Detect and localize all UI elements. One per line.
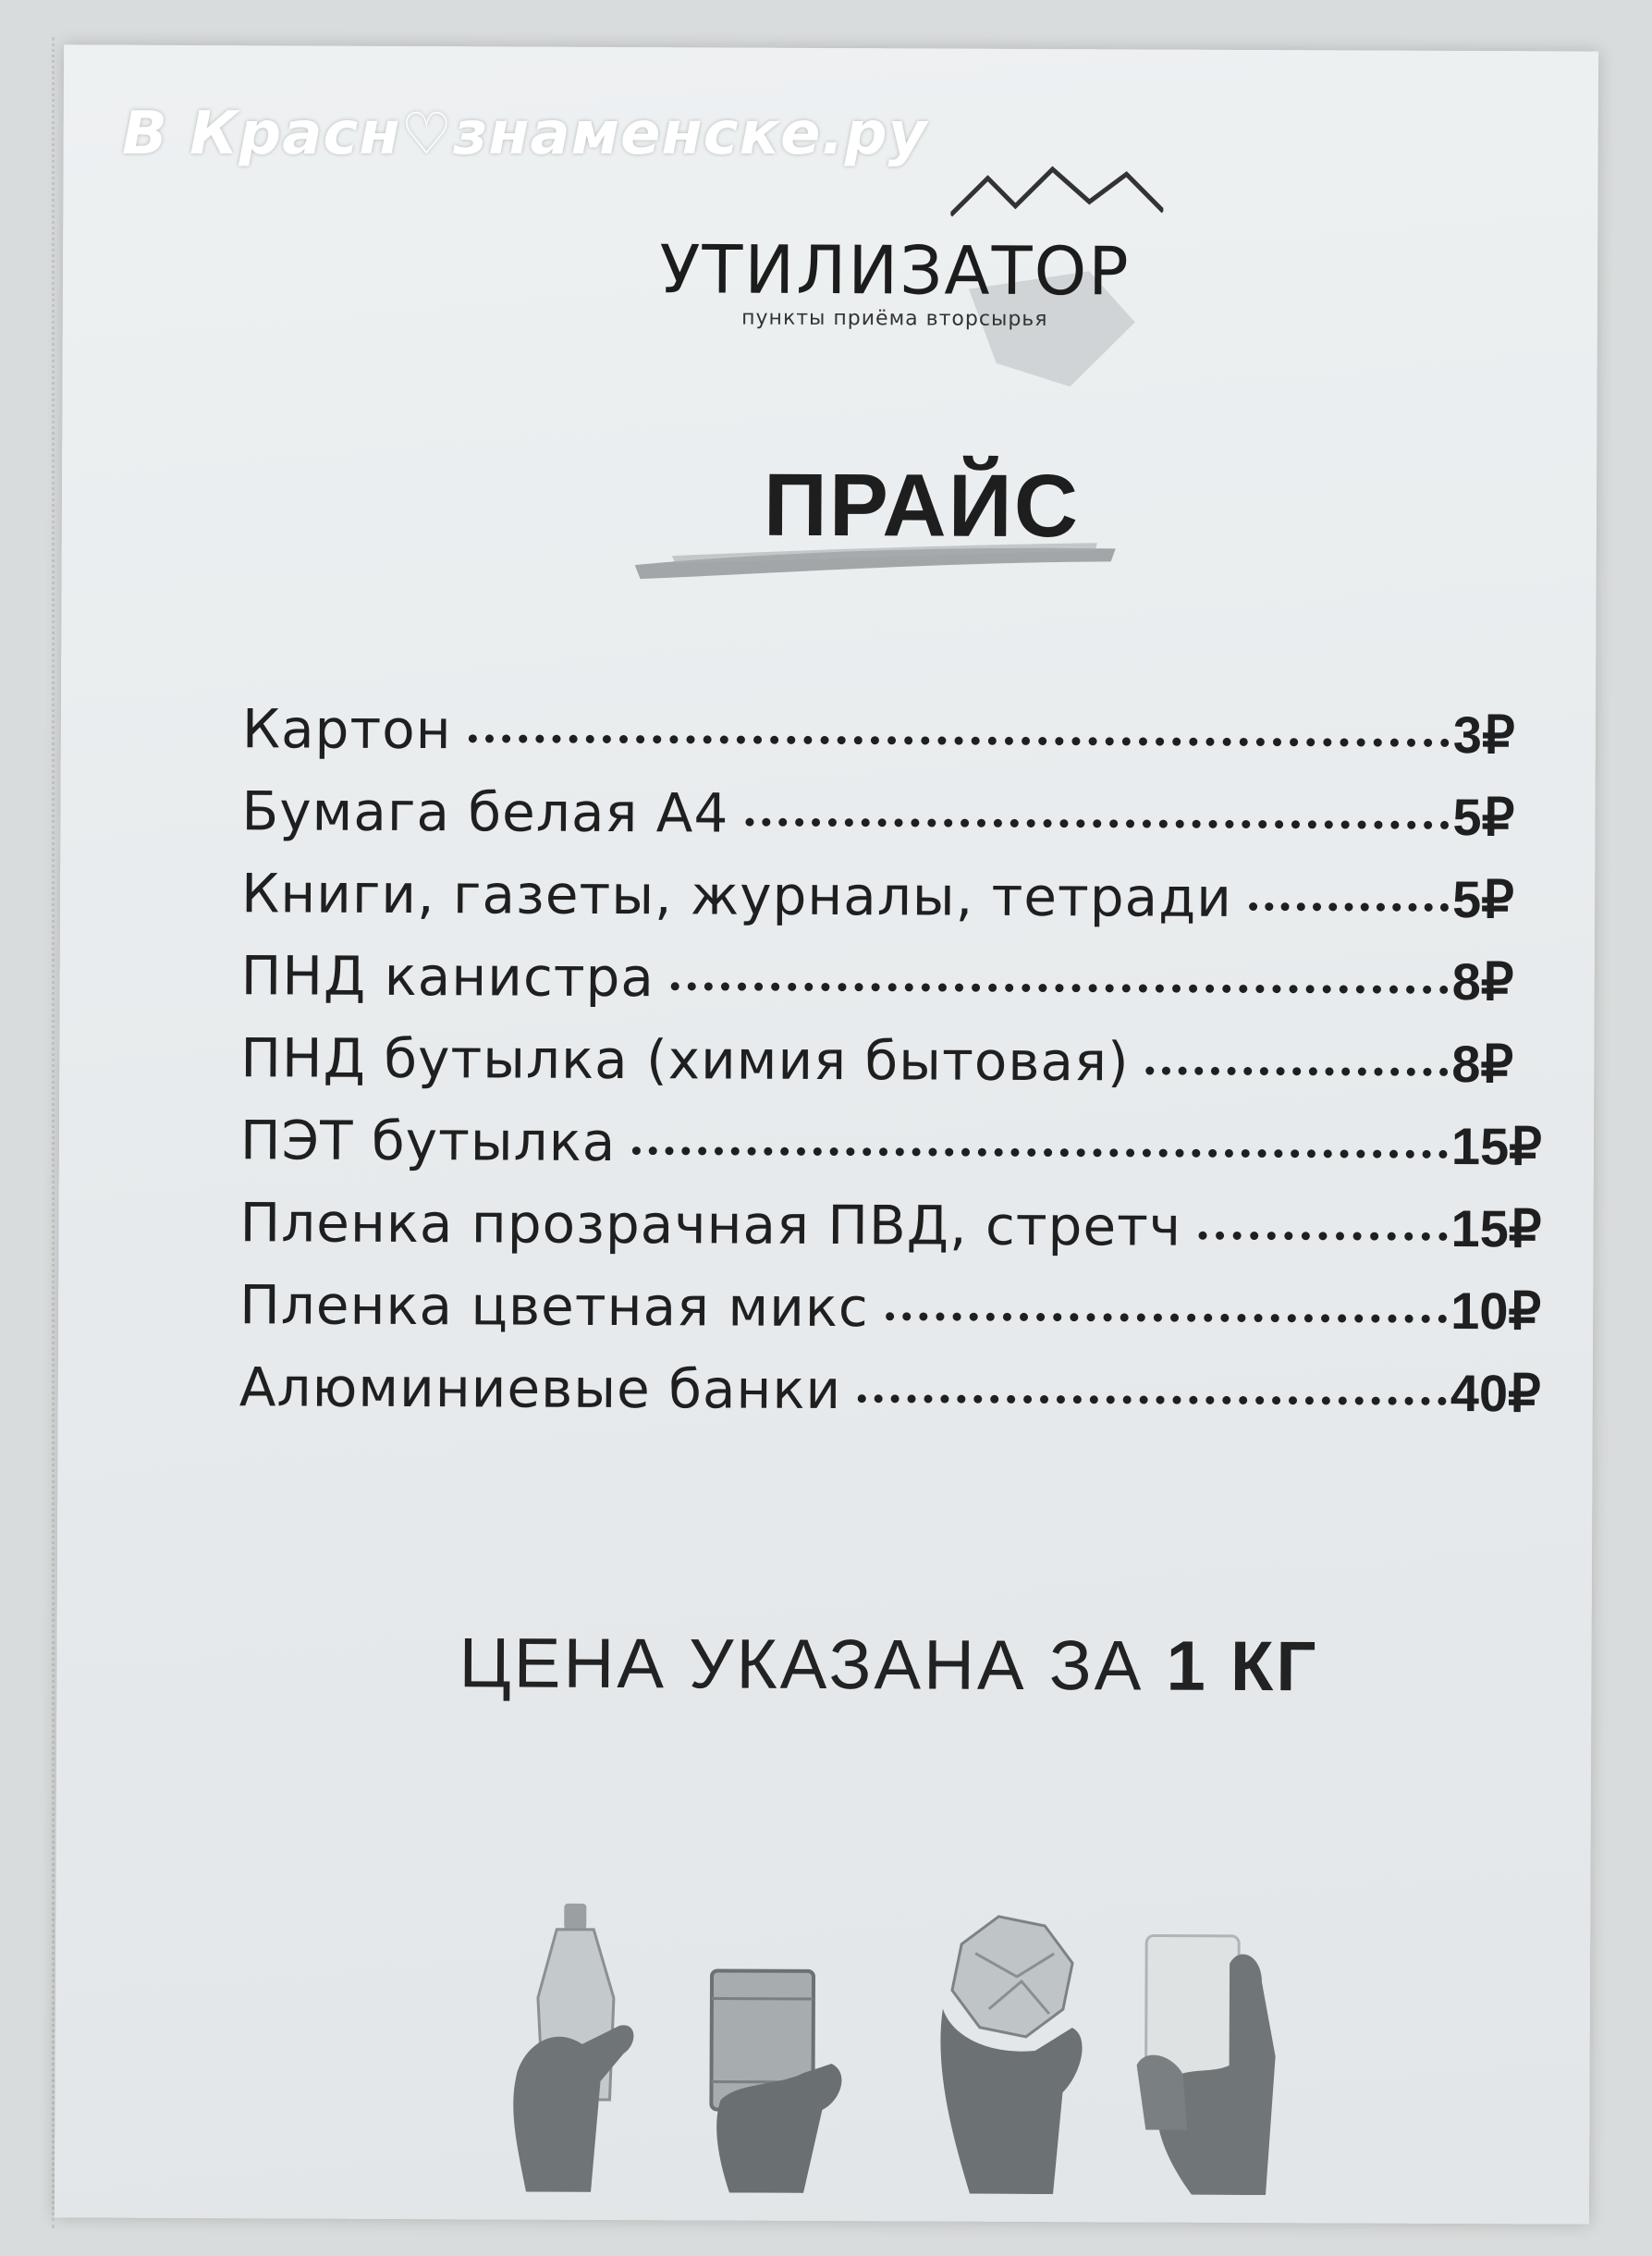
price-row <box>242 697 1583 785</box>
logo-subtitle: пункты приёма вторсырья <box>741 306 1048 332</box>
item-price: 15₽ <box>1450 1198 1542 1258</box>
heart-icon: ♡ <box>400 100 454 167</box>
item-price: 8₽ <box>1451 951 1514 1012</box>
price-list <box>239 697 1583 1443</box>
price-row <box>241 944 1582 1032</box>
price-sheet <box>55 44 1598 2224</box>
dot-leader <box>745 805 1449 829</box>
hand-holding-glass-icon <box>1136 1935 1276 2195</box>
item-price: 15₽ <box>1450 1116 1543 1176</box>
watermark-text-start: В Красн <box>122 100 401 168</box>
dot-leader <box>671 969 1449 994</box>
hand-holding-crumpled-paper-icon <box>940 1917 1083 2195</box>
page-title: ПРАЙС <box>763 455 1081 557</box>
site-watermark <box>122 100 927 168</box>
item-name: ПЭТ бутылка <box>239 1109 617 1174</box>
hands-illustration <box>498 1886 1331 2195</box>
price-unit-prefix: ЦЕНА УКАЗАНА ЗА <box>459 1624 1167 1706</box>
price-row <box>240 1109 1581 1196</box>
item-name: Пленка прозрачная ПВД, стретч <box>239 1191 1182 1258</box>
item-price: 8₽ <box>1451 1034 1514 1094</box>
item-name: ПНД канистра <box>240 944 655 1010</box>
item-name: Картон <box>241 697 452 762</box>
item-price: 40₽ <box>1450 1363 1541 1423</box>
hand-holding-can-icon <box>711 1970 842 2193</box>
item-name: Книги, газеты, журналы, тетради <box>240 862 1233 929</box>
item-price: 3₽ <box>1452 705 1515 765</box>
hand-holding-bottle-icon <box>513 1904 634 2193</box>
price-row <box>241 779 1582 867</box>
logo-title: УТИЛИЗАТОР <box>659 230 1131 311</box>
item-price: 10₽ <box>1450 1281 1542 1341</box>
dot-leader <box>886 1299 1448 1323</box>
dot-leader <box>1146 1054 1449 1076</box>
item-price: 5₽ <box>1451 869 1515 929</box>
dot-leader <box>469 721 1450 747</box>
item-name: ПНД бутылка (химия бытовая) <box>240 1026 1130 1094</box>
price-row <box>239 1191 1580 1279</box>
dot-leader <box>1198 1219 1447 1241</box>
watermark-text-end: знаменске.ру <box>453 100 928 168</box>
item-name: Бумага белая А4 <box>241 779 729 845</box>
dot-leader <box>1249 889 1449 912</box>
dot-leader <box>858 1381 1447 1405</box>
price-row <box>239 1355 1580 1443</box>
item-name: Пленка цветная микс <box>239 1273 869 1340</box>
price-row <box>241 862 1582 950</box>
item-name: Алюминиевые банки <box>239 1355 842 1422</box>
price-row <box>239 1273 1580 1361</box>
price-unit-note <box>334 1623 1443 1708</box>
item-price: 5₽ <box>1452 787 1515 847</box>
price-unit-amount: 1 КГ <box>1166 1626 1319 1707</box>
dot-leader <box>632 1134 1448 1159</box>
price-row <box>240 1026 1581 1114</box>
